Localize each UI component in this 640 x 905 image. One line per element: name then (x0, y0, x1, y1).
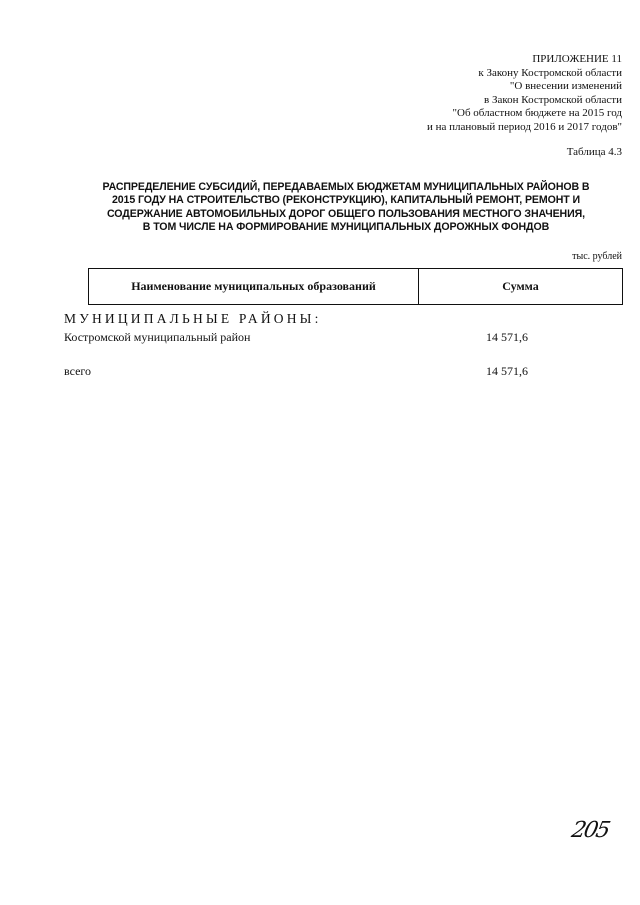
document-title (70, 181, 622, 235)
title-line: СОДЕРЖАНИЕ АВТОМОБИЛЬНЫХ ДОРОГ ОБЩЕГО ПОЛЬЗОВАНИЯ МЕСТНОГО ЗНАЧЕНИЯ, (107, 207, 585, 220)
appendix-line: "О внесении изменений (509, 80, 622, 93)
row-value: 14 571,6 (486, 330, 528, 344)
total-value: 14 571,6 (486, 364, 528, 378)
row-name: Костромской муниципальный район (64, 330, 251, 344)
table-header (88, 268, 623, 305)
handwritten-page-number: 205 (569, 818, 611, 843)
section-heading: МУНИЦИПАЛЬНЫЕ РАЙОНЫ: (64, 311, 322, 326)
appendix-line: ПРИЛОЖЕНИЕ 11 (532, 53, 622, 65)
table-label: Таблица 4.3 (566, 146, 622, 158)
appendix-header (427, 53, 622, 135)
title-line: В ТОМ ЧИСЛЕ НА ФОРМИРОВАНИЕ МУНИЦИПАЛЬНЫХ ДОРОЖНЫХ ФОНДОВ (142, 221, 550, 234)
header-sum: Сумма (502, 279, 539, 293)
appendix-line: к Закону Костромской области (478, 66, 622, 79)
appendix-line: "Об областном бюджете на 2015 год (452, 107, 622, 120)
units-label: тыс. рублей (572, 251, 622, 262)
appendix-line: и на плановый период 2016 и 2017 годов" (426, 120, 622, 133)
header-name: Наименование муниципальных образований (89, 269, 419, 304)
title-line: РАСПРЕДЕЛЕНИЕ СУБСИДИЙ, ПЕРЕДАВАЕМЫХ БЮДЖЕТАМ МУНИЦИПАЛЬНЫХ РАЙОНОВ В (102, 181, 590, 193)
title-line: 2015 ГОДУ НА СТРОИТЕЛЬСТВО (РЕКОНСТРУКЦИЮ), КАПИТАЛЬНЫЙ РЕМОНТ, РЕМОНТ И (111, 194, 581, 207)
total-label: всего (64, 364, 92, 378)
appendix-line: в Закон Костромской области (484, 93, 622, 106)
